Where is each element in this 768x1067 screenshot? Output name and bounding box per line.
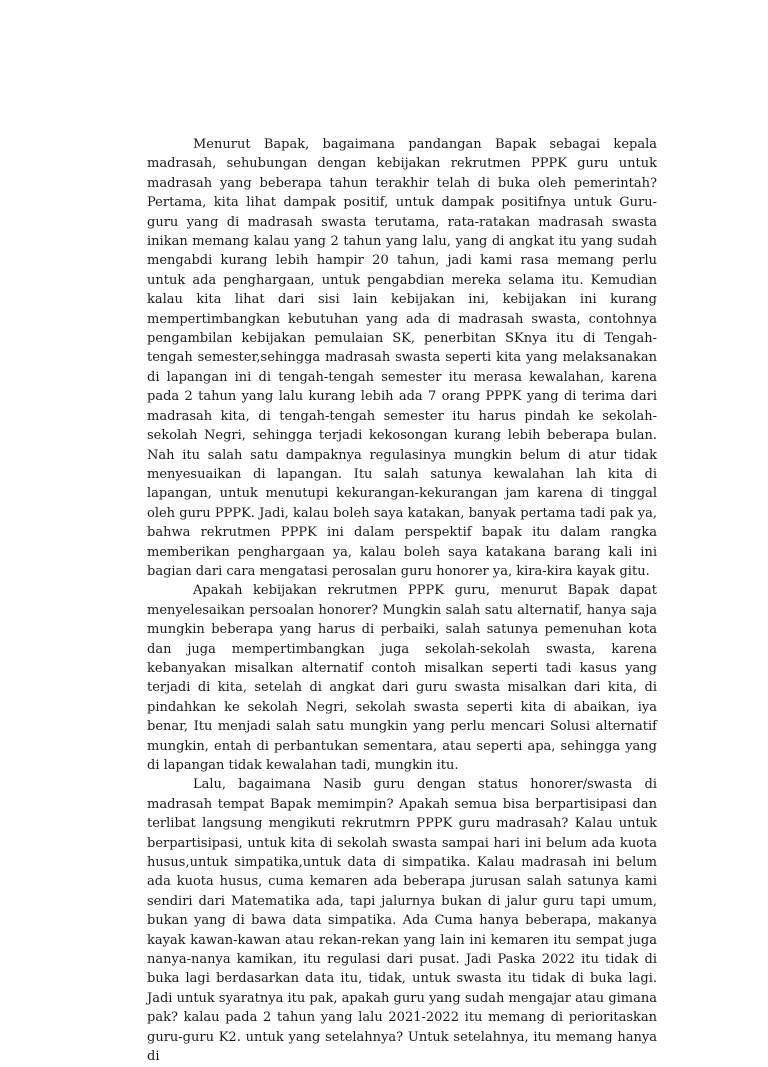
paragraph: Menurut Bapak, bagaimana pandangan Bapak sebagai kepala madrasah, sehubungan dengan kebijakan rekrutmen PPPK guru untuk madrasah yang beberapa tahun terakhir telah di buka oleh pemerintah? Pertama, kita lihat dampak positif, untuk dampak positifnya untuk Guru-guru yang di madrasah swasta terutama, rata-ratakan madrasah swasta inikan memang kalau yang 2 tahun yang lalu, yang di angkat itu yang sudah mengabdi kurang lebih hampir 20 tahun, jadi kami rasa memang perlu untuk ada penghargaan, untuk pengabdian mereka selama itu. Kemudian kalau kita lihat dari sisi lain kebijakan ini, kebijakan ini kurang mempertimbangkan kebutuhan yang ada di madrasah swasta, contohnya pengambilan kebijakan pemulaian SK, penerbitan SKnya itu di Tengah-tengah semester,sehingga madrasah swasta seperti kita yang melaksanakan di lapangan ini di tengah-tengah semester itu merasa kewalahan, karena pada 2 tahun yang lalu kurang lebih ada 7 orang PPPK yang di terima dari madrasah kita, di tengah-tengah semester itu harus pindah ke sekolah-sekolah Negri, sehingga terjadi kekosongan kurang lebih beberapa bulan. Nah itu salah satu dampaknya regulasinya mungkin belum di atur tidak menyesuaikan di lapangan. Itu salah satunya kewalahan lah kita di lapangan, untuk menutupi kekurangan-kekurangan jam karena di tinggal oleh guru PPPK. Jadi, kalau boleh saya katakan, banyak pertama tadi pak ya, bahwa rekrutmen PPPK ini dalam perspektif bapak itu dalam rangka memberikan penghargaan ya, kalau boleh saya katakana barang kali ini bagian dari cara mengatasi perosalan guru honorer ya, kira-kira kayak gitu. bbox=[147, 137, 657, 579]
paragraph: Lalu, bagaimana Nasib guru dengan status honorer/swasta di madrasah tempat Bapak memimpin? Apakah semua bisa berpartisipasi dan terlibat langsung mengikuti rekrutmrn PPPK guru madrasah? Kalau untuk berpartisipasi, untuk kita di sekolah swasta sampai hari ini belum ada kuota husus,untuk simpatika,untuk data di simpatika. Kalau madrasah ini belum ada kuota husus, cuma kemaren ada beberapa jurusan salah satunya kami sendiri dari Matematika ada, tapi jalurnya bukan di jalur guru tapi umum, bukan yang di bawa data simpatika. Ada Cuma hanya beberapa, makanya kayak kawan-kawan atau rekan-rekan yang lain ini kemaren itu sempat juga nanya-nanya kamikan, itu regulasi dari pusat. Jadi Paska 2022 itu tidak di buka lagi berdasarkan data itu, tidak, untuk swasta itu tidak di buka lagi. Jadi untuk syaratnya itu pak, apakah guru yang sudah mengajar atau gimana pak? kalau pada 2 tahun yang lalu 2021-2022 itu memang di perioritaskan guru-guru K2. untuk yang setelahnya? Untuk setelahnya, itu memang hanya di bbox=[147, 777, 657, 1065]
document-body bbox=[147, 135, 657, 1067]
paragraph: Apakah kebijakan rekrutmen PPPK guru, menurut Bapak dapat menyelesaikan persoalan honorer? Mungkin salah satu alternatif, hanya saja mungkin beberapa yang harus di perbaiki, salah satunya pemenuhan kota dan juga mempertimbangkan juga sekolah-sekolah swasta, karena kebanyakan misalkan alternatif contoh misalkan seperti tadi kasus yang terjadi di kita, setelah di angkat dari guru swasta misalkan dari kita, di pindahkan ke sekolah Negri, sekolah swasta seperti kita di abaikan, iya benar, Itu menjadi salah satu mungkin yang perlu mencari Solusi alternatif mungkin, entah di perbantukan sementara, atau seperti apa, sehingga yang di lapangan tidak kewalahan tadi, mungkin itu. bbox=[147, 583, 657, 773]
